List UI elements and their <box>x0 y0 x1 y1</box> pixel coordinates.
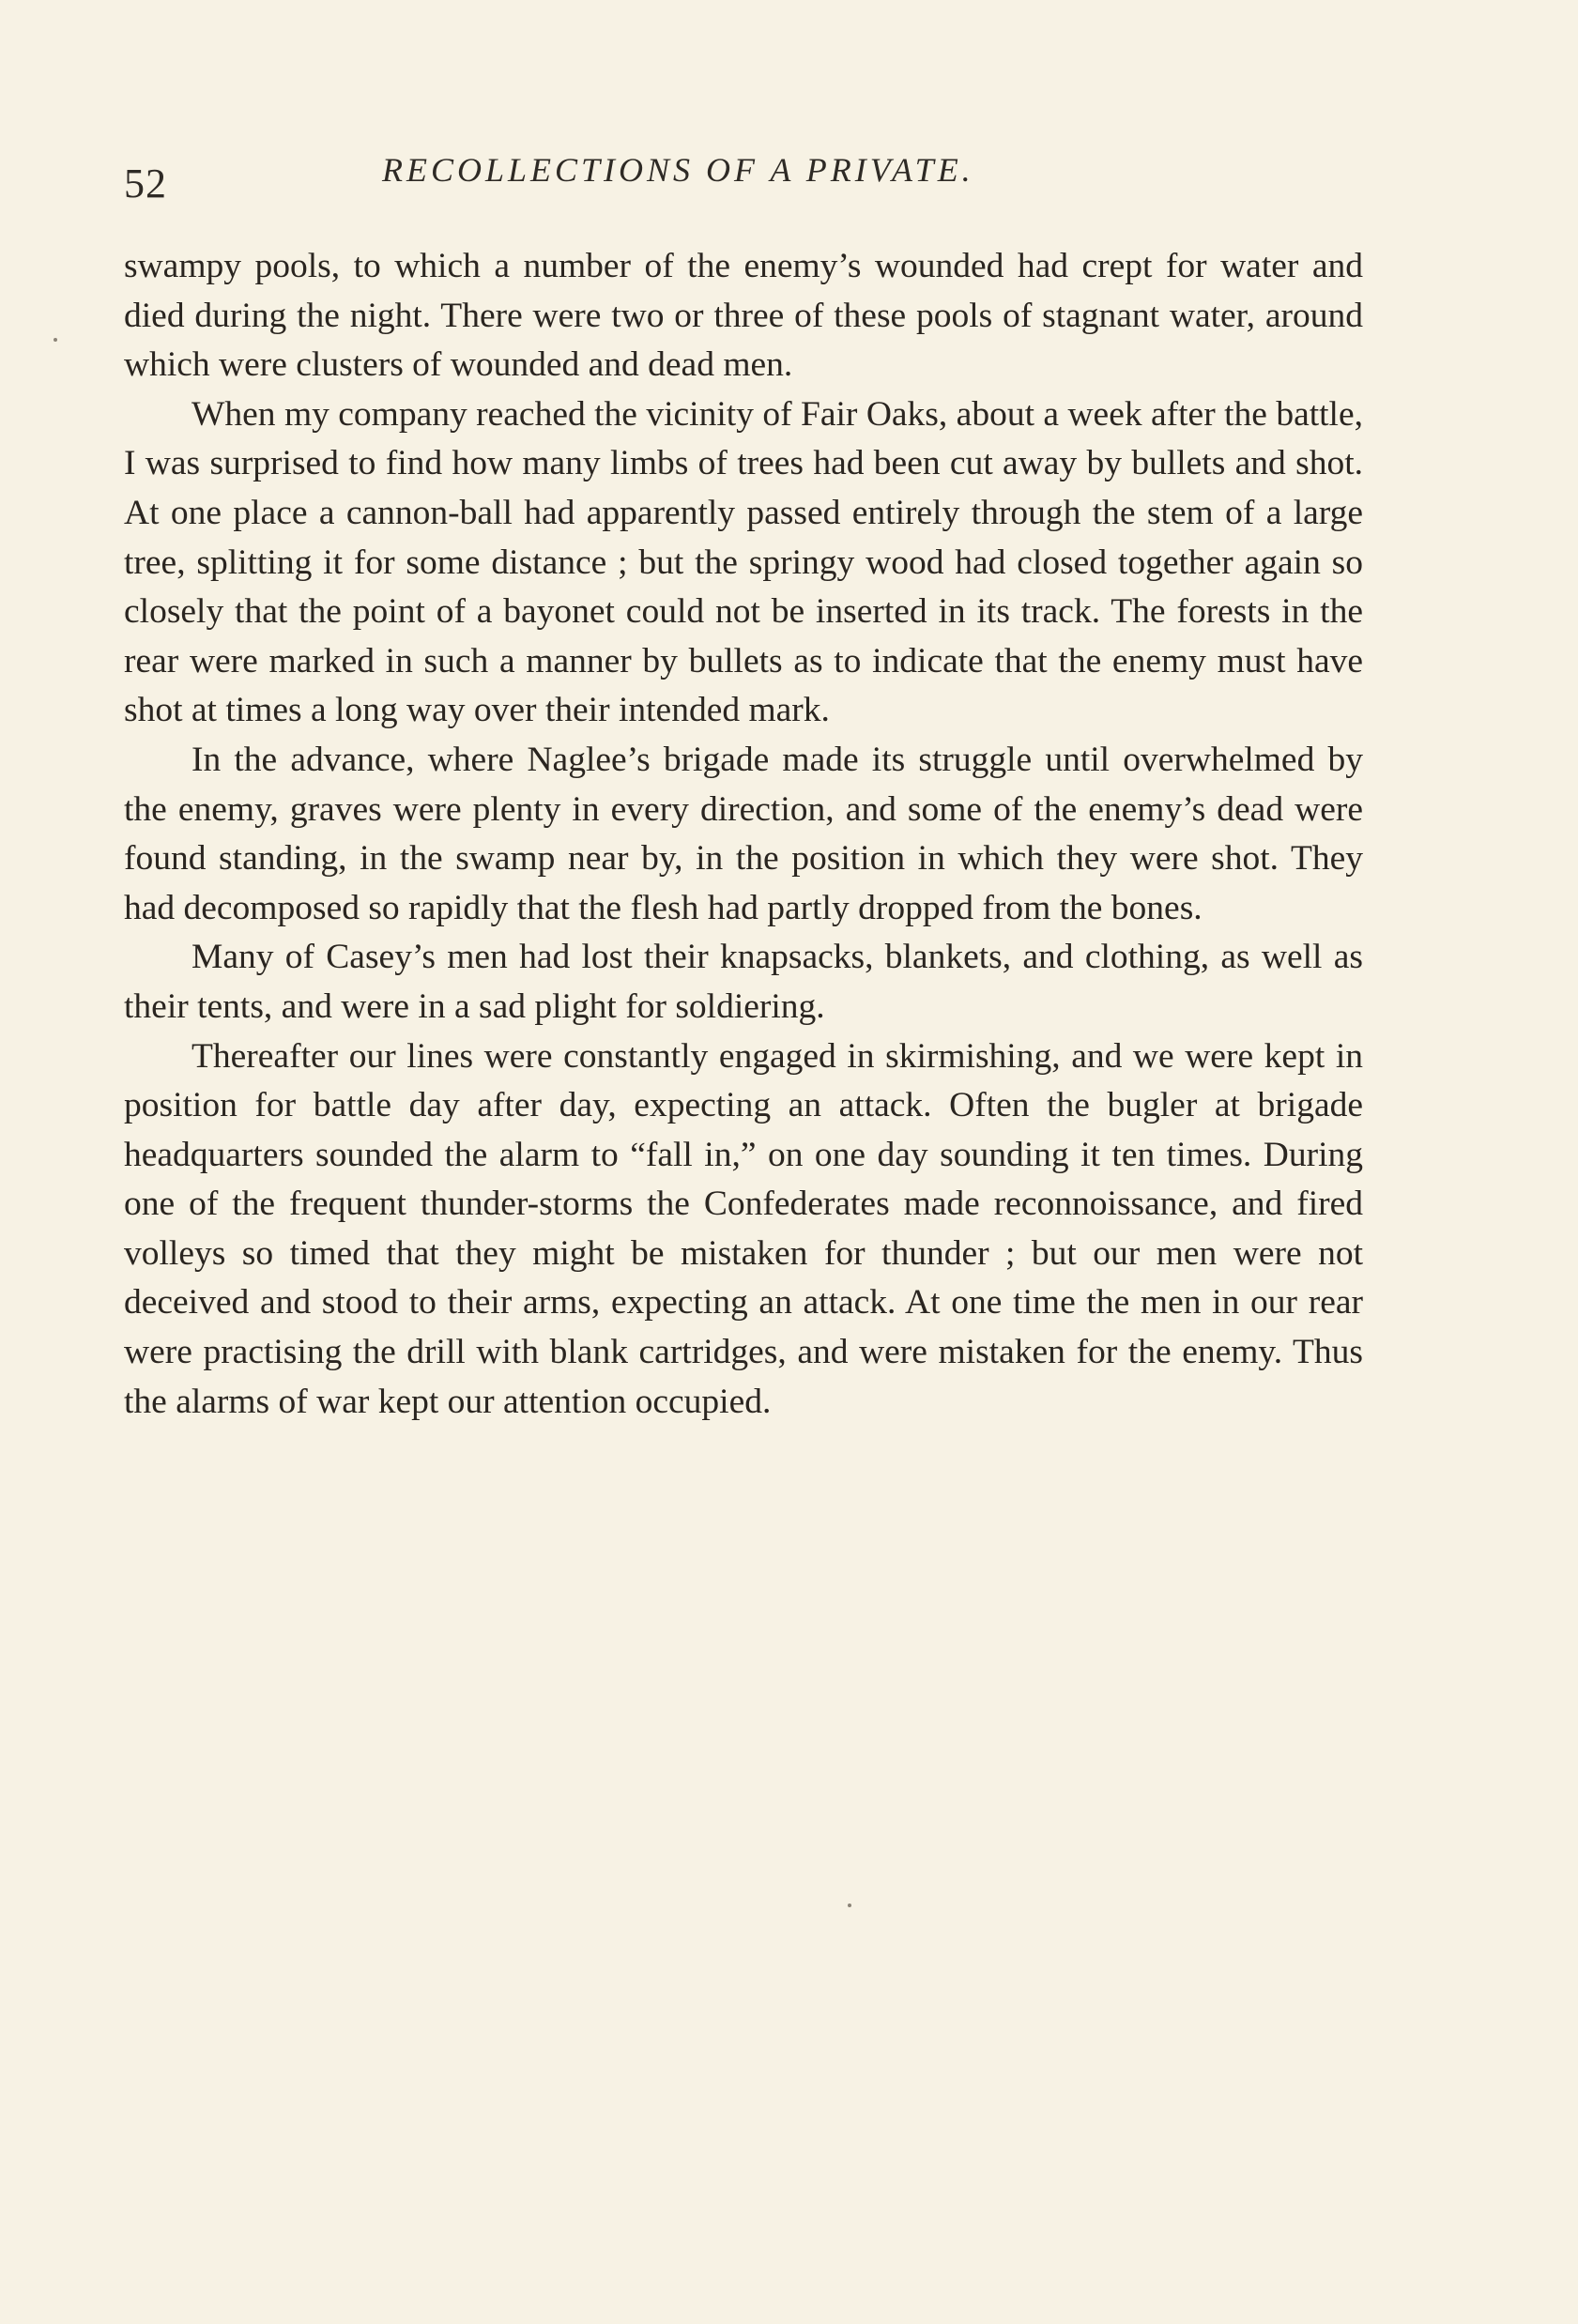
running-title: RECOLLECTIONS OF A PRIVATE. <box>382 151 974 189</box>
paper-speck <box>848 1904 851 1907</box>
paragraph-skirmishing: Thereafter our lines were constantly engaged in skirmishing, and we were kept in position for battle day after day, expecting an attack. Often the bugler at brigade headquarters sounded the alarm to “fall in,” on one day sounding it ten times. During one of the frequent thunder-storms the Confederates made reconnoissance, and fired volleys so timed that they might be mistaken for thunder ; but our men were not deceived and stood to their arms, expecting an attack. At one time the men in our rear were practising the drill with blank cartridges, and were mistaken for the enemy. Thus the alarms of war kept our attention occupied. <box>124 1036 1363 1421</box>
running-head <box>124 148 1363 214</box>
paragraph-fair-oaks: When my company reached the vicinity of Fair Oaks, about a week after the battle, I was surprised to find how many limbs of trees had been cut away by bullets and shot. At one place a cannon-ball had apparently passed entirely through the stem of a large tree, splitting it for some distance ; but the springy wood had closed together again so closely that the point of a bayonet could not be inserted in its track. The forests in the rear were marked in such a manner by bullets as to indicate that the enemy must have shot at times a long way over their intended mark. <box>124 394 1363 730</box>
paragraph-continuation: swampy pools, to which a number of the enemy’s wounded had crept for water and died during the night. There were two or three of these pools of stagnant water, around which were clusters of wounded and dead men. <box>124 247 1363 385</box>
paragraph-naglee-brigade: In the advance, where Naglee’s brigade made its struggle until overwhelmed by the enemy, graves were plenty in every direction, and some of the enemy’s dead were found standing, in the swamp near by, in the position in which they were shot. They had decomposed so rapidly that the flesh had partly dropped from the bones. <box>124 740 1363 927</box>
paragraph-casey-men: Many of Casey’s men had lost their knapsacks, blankets, and clothing, as well as their tents, and were in a sad plight for soldiering. <box>124 938 1363 1026</box>
page-number: 52 <box>124 161 167 206</box>
paper-speck <box>54 338 57 342</box>
body-text <box>124 242 1363 1427</box>
